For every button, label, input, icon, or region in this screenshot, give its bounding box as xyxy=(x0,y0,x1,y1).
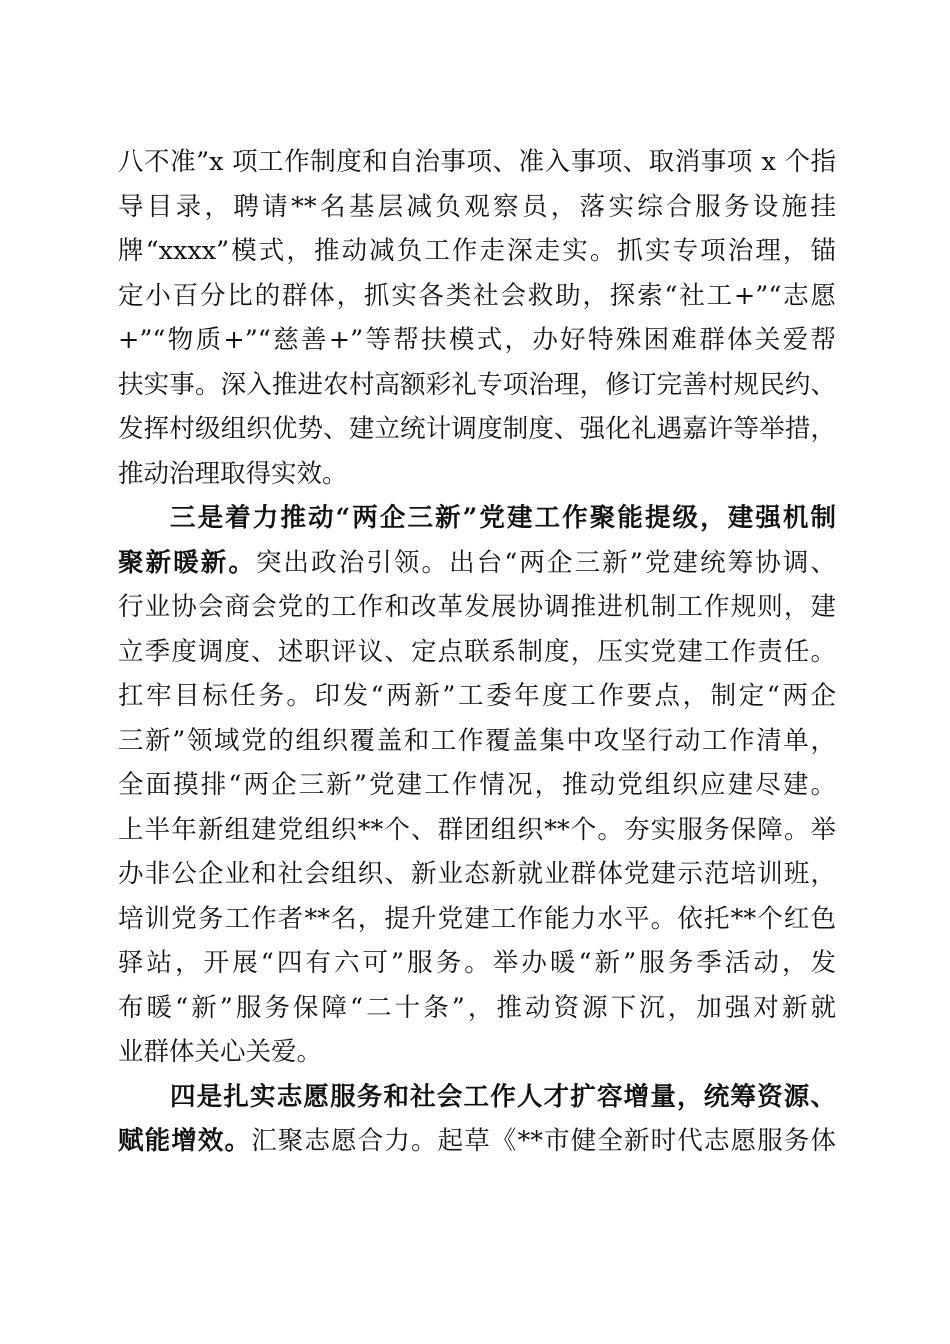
body-text: 三新”领域党的组织覆盖和工作覆盖集中攻坚行动工作清单， xyxy=(118,725,836,756)
body-text: 驿站，开展“四有六可”服务。举办暖“新”服务季活动，发 xyxy=(118,948,836,978)
text-line xyxy=(118,941,836,986)
body-text: 扛牢目标任务。印发“两新”工委年度工作要点，制定“两企 xyxy=(118,681,836,711)
body-text: 上半年新组建党组织**个、群团组织**个。夯实服务保障。举 xyxy=(118,814,836,845)
body-text: +”“物质+”“慈善+”等帮扶模式，办好特殊困难群体关爱帮 xyxy=(118,325,836,355)
text-line xyxy=(118,808,836,853)
paragraph-1 xyxy=(118,140,836,496)
text-line xyxy=(118,1030,836,1075)
body-text: 汇聚志愿合力。起草《**市健全新时代志愿服务体 xyxy=(251,1126,836,1156)
body-text: 办非公企业和社会组织、新业态新就业群体党建示范培训班， xyxy=(118,859,836,889)
text-line xyxy=(118,363,836,408)
text-line xyxy=(118,452,836,497)
paragraph-2 xyxy=(118,496,836,1075)
body-text: 业群体关心关爱。 xyxy=(118,1037,323,1067)
text-line xyxy=(118,541,836,586)
body-text: 定小百分比的群体，抓实各类社会救助，探索“社工+”“志愿 xyxy=(118,280,836,311)
text-line xyxy=(118,1075,836,1120)
heading-text: 三是着力推动“两企三新”党建工作聚能提级，建强机制 xyxy=(170,503,836,533)
heading-text: 四是扎实志愿服务和社会工作人才扩容增量，统筹资源、 xyxy=(170,1081,836,1112)
body-text: 行业协会商会党的工作和改革发展协调推进机制工作规则，建 xyxy=(118,592,836,622)
text-line xyxy=(118,852,836,897)
body-text: 推动治理取得实效。 xyxy=(118,458,348,489)
text-line xyxy=(118,185,836,230)
text-line xyxy=(118,229,836,274)
body-text: 扶实事。深入推进农村高额彩礼专项治理，修订完善村规民约、 xyxy=(118,369,836,400)
text-line xyxy=(118,407,836,452)
text-line xyxy=(118,496,836,541)
text-line xyxy=(118,630,836,675)
body-text: 发挥村级组织优势、建立统计调度制度、强化礼遇嘉许等举措， xyxy=(118,414,836,444)
text-line xyxy=(118,1119,836,1164)
text-line xyxy=(118,763,836,808)
body-text: 培训党务工作者**名，提升党建工作能力水平。依托**个红色 xyxy=(118,903,836,934)
body-text: 全面摸排“两企三新”党建工作情况，推动党组织应建尽建。 xyxy=(118,770,836,800)
text-line xyxy=(118,318,836,363)
paragraph-3 xyxy=(118,1075,836,1164)
body-text: 八不准”x 项工作制度和自治事项、准入事项、取消事项 x 个指 xyxy=(118,147,836,177)
text-line xyxy=(118,897,836,942)
body-text: 牌“xxxx”模式，推动减负工作走深走实。抓实专项治理，锚 xyxy=(118,236,836,266)
body-text: 布暖“新”服务保障“二十条”，推动资源下沉，加强对新就 xyxy=(118,992,836,1023)
body-text: 立季度调度、述职评议、定点联系制度，压实党建工作责任。 xyxy=(118,636,836,667)
text-line xyxy=(118,274,836,319)
text-line xyxy=(118,674,836,719)
body-text: 导目录，聘请**名基层减负观察员，落实综合服务设施挂 xyxy=(118,191,836,222)
text-line xyxy=(118,719,836,764)
text-line xyxy=(118,986,836,1031)
body-text: 突出政治引领。出台“两企三新”党建统筹协调、 xyxy=(255,547,836,578)
text-line xyxy=(118,140,836,185)
text-line xyxy=(118,585,836,630)
heading-text: 赋能增效。 xyxy=(118,1126,252,1156)
heading-text: 聚新暖新。 xyxy=(118,547,256,578)
document-body xyxy=(118,140,836,1164)
